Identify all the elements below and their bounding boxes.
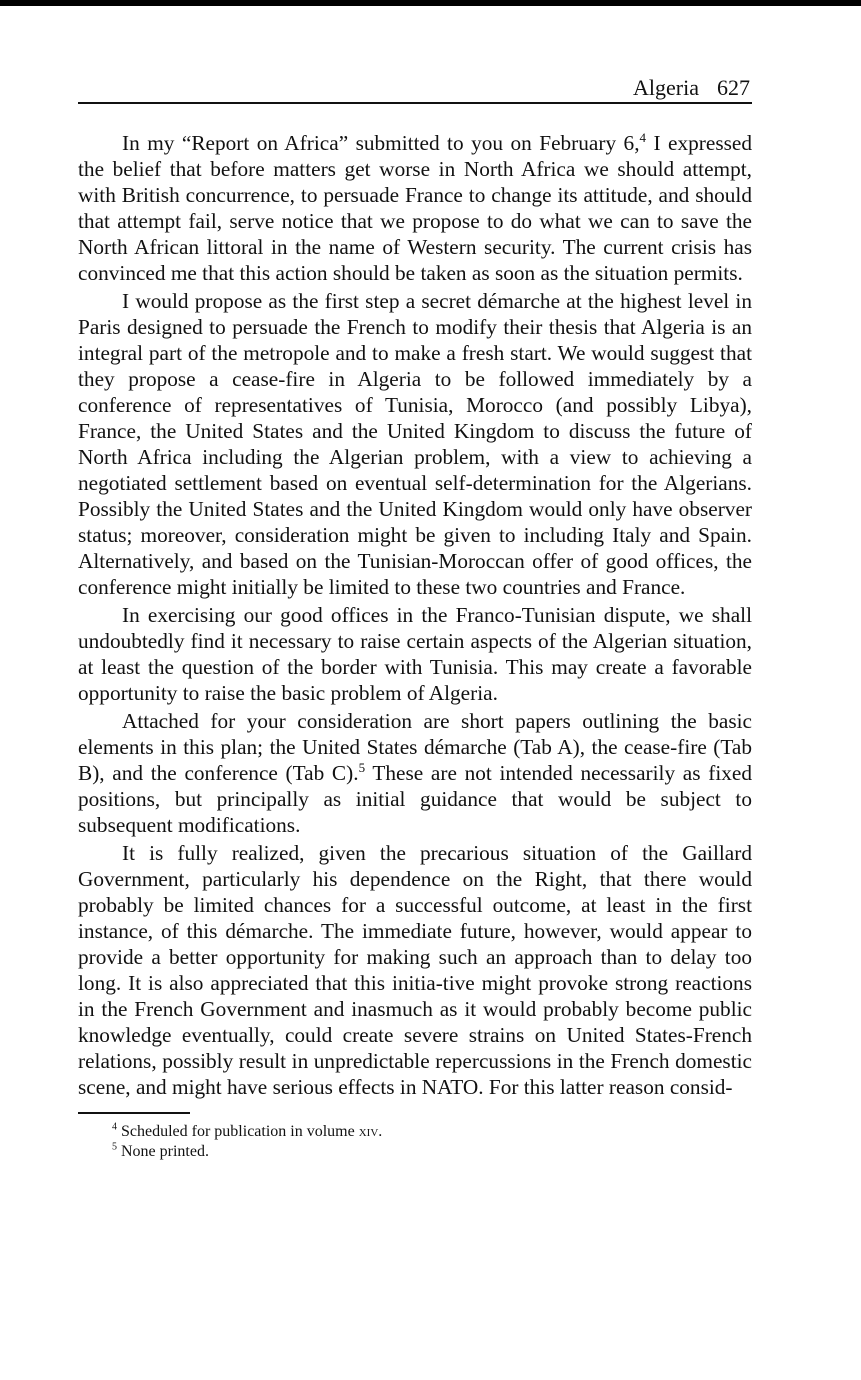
paragraph-2: I would propose as the first step a secret démarche at the highest level in Paris designed to persuade the French to modify their thesis that Algeria is an integral part of the metropole and to make a fresh start. We would suggest that they propose a cease-fire in Algeria to be followed immediately by a conference of representatives of Tunisia, Morocco (and possibly Libya), France, the United States and the United Kingdom to discuss the future of North Africa including the Algerian problem, with a view to achieving a negotiated settlement based on eventual self-determination for the Algerians. Possibly the United States and the United Kingdom would only have observer status; moreover, consideration might be given to including Italy and Spain. Alternatively, and based on the Tunisian-Moroccan offer of good offices, the conference might initially be limited to these two countries and France. <box>78 289 752 599</box>
header-title: Algeria <box>633 75 699 100</box>
footnote-ref-5: 5 <box>358 759 366 775</box>
header-rule <box>78 102 752 104</box>
page-number: 627 <box>717 75 750 100</box>
paragraph-5: It is fully realized, given the precarious situation of the Gaillard Government, particularly his dependence on the Right, that there would probably be limited chances for a successful outcome, at least in the first instance, of this démarche. The immediate future, however, would appear to provide a better opportunity for making such an approach than to delay too long. It is also appreciated that this initia-tive might provoke strong reactions in the French Government and inasmuch as it would probably become public knowledge eventually, could create severe strains on United States-French relations, possibly result in unpredictable repercussions in the French domestic scene, and might have serious effects in NATO. For this latter reason consid- <box>78 841 752 1099</box>
paragraph-1: In my “Report on Africa” submitted to you on February 6,$^4$ I expressed the belief that before matters get worse in North Africa we should attempt, with British concurrence, to persuade France to change its attitude, and should that attempt fail, serve notice that we propose to do what we can to save the North African littoral in the name of Western security. The current crisis has convinced me that this action should be taken as soon as the situation permits. <box>78 129 753 285</box>
body-text <box>78 130 752 1100</box>
footnote-4: $^4$ Scheduled for publication in volume xiv. <box>112 1121 383 1140</box>
paragraph-4: Attached for your consideration are short papers outlining the basic elements in this plan; the United States démarche (Tab A), the cease-fire (Tab B), and the conference (Tab C).$^5$ These are not intended necessarily as fixed positions, but principally as initial guidance that would be subject to subsequent modifications. <box>78 709 752 837</box>
footnote-rule <box>78 1112 190 1114</box>
paragraph-3: In exercising our good offices in the Franco-Tunisian dispute, we shall undoubtedly find it necessary to raise certain aspects of the Algerian situation, at least the question of the border with Tunisia. This may create a favorable opportunity to raise the basic problem of Algeria. <box>78 603 752 705</box>
document-page <box>78 74 752 1162</box>
footnotes <box>78 1122 752 1162</box>
running-header <box>78 74 752 102</box>
footnote-5: $^5$ None printed. <box>112 1141 209 1160</box>
footnote-ref-4: 4 <box>639 129 647 145</box>
scan-top-edge <box>0 0 861 6</box>
